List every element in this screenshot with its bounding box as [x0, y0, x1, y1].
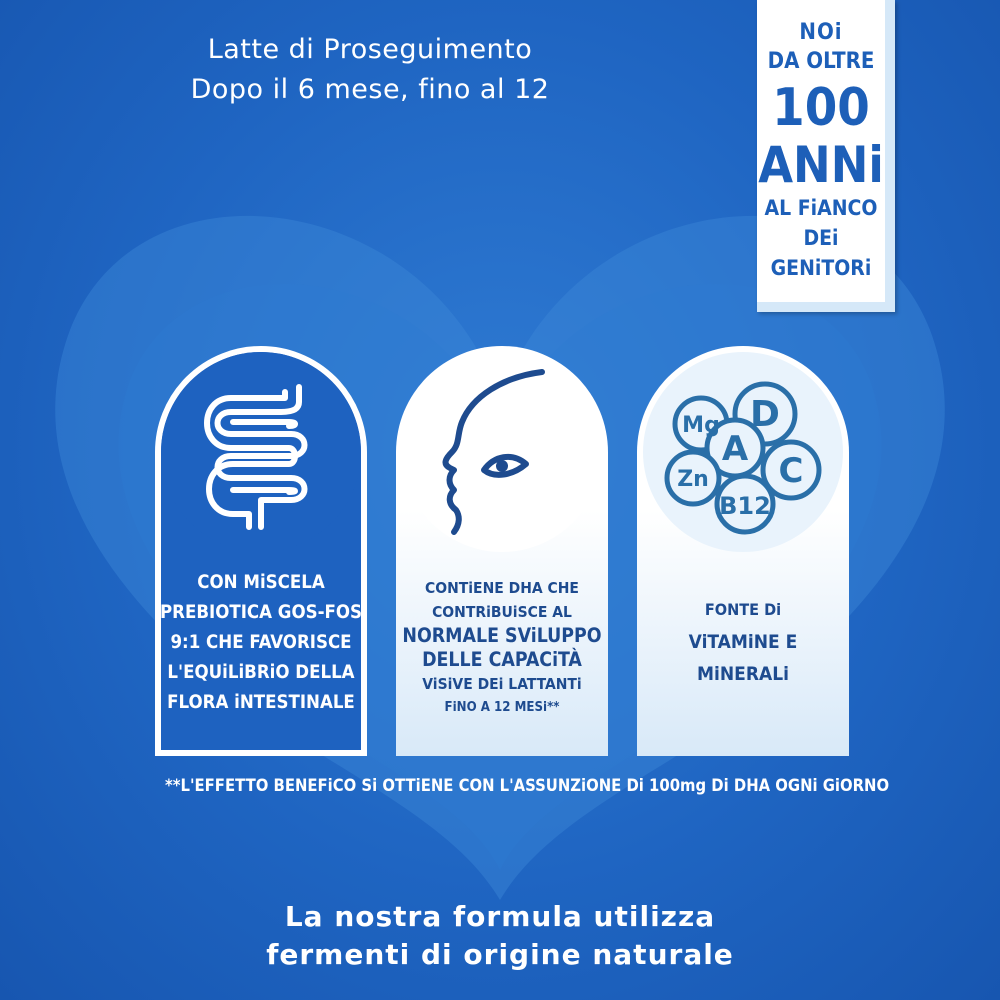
formula-claim-line2: fermenti di origine naturale: [266, 938, 734, 971]
bubble-label: A: [721, 429, 749, 469]
bubble-label: C: [778, 451, 804, 491]
card-text-line: DELLE CAPACiTÀ: [422, 648, 582, 671]
card-text-line: CONTRiBUiSCE AL: [432, 603, 572, 621]
product-title: [170, 30, 570, 110]
heritage-badge: [757, 0, 895, 312]
bubble-label: Zn: [677, 467, 709, 492]
badge-line6: DEi: [803, 226, 839, 250]
card-text-line: L'EQUiLiBRiO DELLA: [167, 662, 355, 683]
vitamins-minerals-icon: [643, 352, 843, 552]
icon-circle: [402, 352, 602, 552]
card-text-line: ViTAMiNE E: [688, 631, 798, 653]
benefit-card-dha: [396, 346, 608, 756]
card-text-line: FONTE Di: [704, 600, 782, 619]
card-text-line: NORMALE SViLUPPO: [402, 624, 602, 647]
icon-circle: [161, 352, 361, 552]
formula-claim-line1: La nostra formula utilizza: [284, 900, 716, 933]
card-text-line: FiNO A 12 MESi**: [444, 700, 560, 715]
card-text-line: CON MiSCELA: [197, 572, 325, 593]
card-text-line: CONTiENE DHA CHE: [425, 579, 579, 597]
icon-circle: [643, 352, 843, 552]
badge-line4: ANNi: [758, 136, 884, 194]
benefit-card-vitamins: [637, 346, 849, 756]
card-text-line: PREBIOTICA GOS-FOS: [159, 602, 363, 623]
badge-line1: NOi: [799, 20, 843, 45]
badge-line5: AL FiANCO: [764, 196, 878, 220]
card-text-line: 9:1 CHE FAVORISCE: [170, 632, 352, 653]
card-text-line: MiNERALi: [697, 663, 789, 685]
bubble-label: D: [750, 394, 780, 435]
product-title-line2: Dopo il 6 mese, fino al 12: [190, 74, 550, 105]
bubble-label: B12: [719, 492, 771, 520]
card-text-line: FLORA iNTESTINALE: [167, 692, 355, 713]
card-description: [155, 568, 367, 718]
benefit-card-prebiotic: [155, 346, 367, 756]
card-description: [637, 594, 849, 690]
intestine-icon: [161, 352, 361, 552]
card-description: [396, 576, 608, 720]
badge-line2: DA OLTRE: [767, 49, 875, 74]
dha-footnote: **L'EFFETTO BENEFiCO Si OTTiENE CON L'ASSUNZiONE Di 100mg Di DHA OGNi GiORNO: [165, 776, 890, 795]
badge-line7: GENiTORi: [770, 256, 872, 280]
product-title-line1: Latte di Proseguimento: [207, 34, 533, 65]
bubble-label: Mg: [682, 413, 720, 438]
formula-claim: [190, 898, 810, 974]
card-text-line: ViSiVE DEi LATTANTi: [422, 675, 582, 693]
badge-line3: 100: [772, 78, 870, 138]
face-eye-icon: [402, 352, 602, 552]
